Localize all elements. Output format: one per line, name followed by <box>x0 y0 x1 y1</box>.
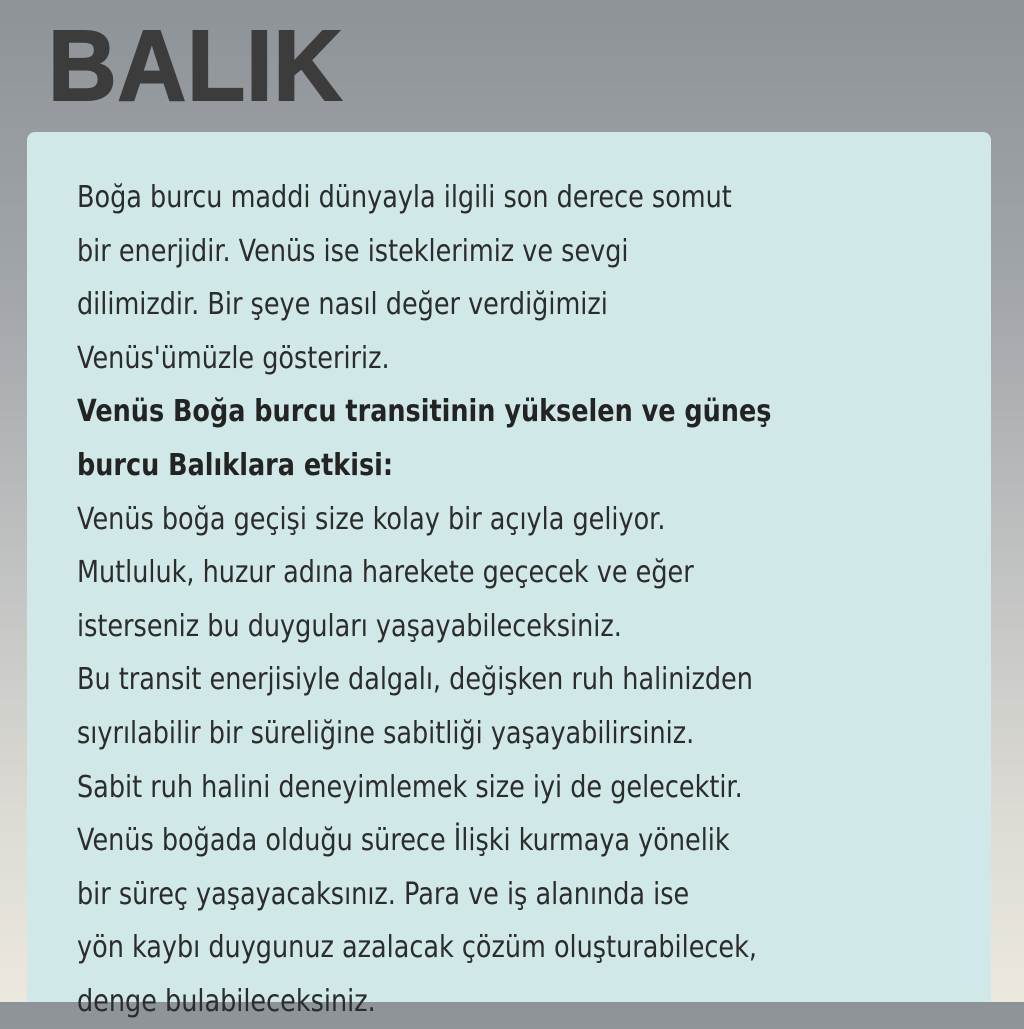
intro-line: bir enerjidir. Venüs ise isteklerimiz ve sevgi <box>77 233 629 269</box>
intro-line: dilimizdir. Bir şeye nasıl değer verdiğimizi <box>77 287 608 323</box>
intro-line: Boğa burcu maddi dünyayla ilgili son derece somut <box>77 180 732 215</box>
body-line: Bu transit enerjisiyle dalgalı, değişken ruh halinizden <box>77 662 753 698</box>
body-line: Sabit ruh halini deneyimlemek size iyi de gelecektir. <box>77 769 743 805</box>
section-heading-line: Venüs Boğa burcu transitinin yükselen ve güneş <box>77 394 772 430</box>
body-line: yön kaybı duygunuz azalacak çözüm oluşturabilecek, <box>77 930 757 966</box>
body-line: denge bulabileceksiniz. <box>77 983 376 1019</box>
body-line: bir süreç yaşayacaksınız. Para ve iş alanında ise <box>77 876 690 912</box>
text-card <box>27 132 991 1019</box>
intro-line: Venüs'ümüzle gösteririz. <box>77 340 390 376</box>
body-line: Mutluluk, huzur adına harekete geçecek ve eğer <box>77 555 694 591</box>
section-heading-line: burcu Balıklara etkisi: <box>77 447 394 483</box>
body-line: Venüs boğa geçişi size kolay bir açıyla geliyor. <box>77 501 666 537</box>
body-line: sıyrılabilir bir süreliğine sabitliği yaşayabilirsiniz. <box>77 715 695 751</box>
page-title: BALIK <box>48 10 344 122</box>
body-line: isterseniz bu duyguları yaşayabileceksiniz. <box>77 608 622 644</box>
body-line: Venüs boğada olduğu sürece İlişki kurmaya yönelik <box>77 823 730 859</box>
